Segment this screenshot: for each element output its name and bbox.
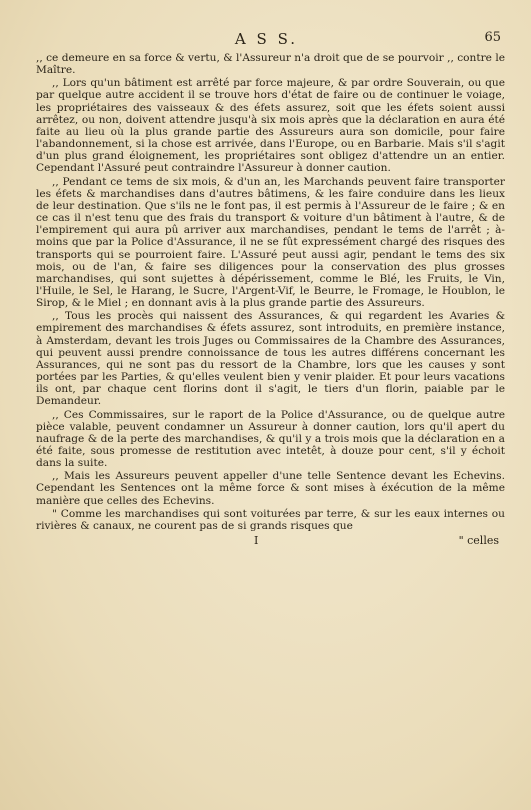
paragraph: ,, Tous les procès qui naissent des Assurances, & qui regardent les Avaries & empirement des marchandises & éfets assurez, sont introduits, en première instance, à Amsterdam, devant les trois Juges ou Commissaires de la Chambre des Assurances, qui peuvent aussi prendre connoissance de tous les autres différens concernant les Assurances, qui ne sont pas du ressort de la Chambre, lors que les causes y sont portées par les Parties, & qu'elles veulent bien y venir plaider. Et pour leurs vacations ils ont, par chaque cent florins dont il s'agit, le tiers d'un florin, paiable par le Demandeur. xyxy=(36,310,505,408)
page-number: 65 xyxy=(484,30,501,45)
running-title: A S S. xyxy=(234,30,299,48)
page-body xyxy=(28,52,505,532)
page-footer xyxy=(28,534,505,548)
paragraph: " Comme les marchandises qui sont voiturées par terre, & sur les eaux internes ou rivières & canaux, ne courent pas de si grands risques que xyxy=(36,507,505,532)
signature-mark: I xyxy=(254,534,259,548)
paragraph: ,, Ces Commissaires, sur le raport de la Police d'Assurance, ou de quelque autre pièce valable, peuvent condamner un Assureur à donner caution, lors qu'il apert du naufrage & de la perte des marchandises, & qu'il y a trois mois que la déclaration en a été faite, sous promesse de restitution avec intetêt, à douze pour cent, s'il y échoit dans la suite. xyxy=(36,408,505,470)
paragraph: ,, ce demeure en sa force & vertu, & l'Assureur n'a droit que de se pourvoir ,, contre le Maître. xyxy=(36,52,505,77)
page-header xyxy=(28,30,505,50)
paragraph: ,, Pendant ce tems de six mois, & d'un an, les Marchands peuvent faire transporter les éfets & marchandises dans d'autres bâtimens, & les faire conduire dans les lieux de leur destination. Que s'ils ne le font pas, il est permis à l'Assureur de le faire ; & en ce cas il n'est tenu que des frais du transport & voiture d'un bâtiment à l'autre, & de l'empirement qui aura pû arriver aux marchandises, pendant le tems de l'arrêt ; à-moins que par la Police d'Assurance, il ne se fût expressément chargé des risques des transports qui se pourroient faire. L'Assuré peut aussi agir, pendant le tems des six mois, ou de l'an, & faire ses diligences pour la conservation des plus grosses marchandises, qui sont sujettes à dépérissement, comme le Blé, les Fruits, le Vin, l'Huile, le Sel, le Harang, le Sucre, l'Argent-Vif, le Beurre, le Fromage, le Houblon, le Sirop, & le Miel ; en donnant avis à la plus grande partie des Assureurs. xyxy=(36,175,505,310)
catchword: " celles xyxy=(458,534,499,548)
paragraph: ,, Mais les Assureurs peuvent appeller d'une telle Sentence devant les Echevins. Cependant les Sentences ont la même force & sont mises à éxécution de la même manière que celles des Echevins. xyxy=(36,470,505,507)
paragraph: ,, Lors qu'un bâtiment est arrêté par force majeure, & par ordre Souverain, ou que par quelque autre accident il se trouve hors d'état de faire ou de continuer le voiage, les propriétaires des vaisseaux & des éfets assurez, soit que les éfets soient aussi arrêtez, ou non, doivent attendre jusqu'à six mois après que la déclaration en aura été faite au lieu où la plus grande partie des Assureurs aura son domicile, pour faire l'abandonnement, si la chose est arrivée, dans l'Europe, ou en Barbarie. Mais s'il s'agit d'un plus grand éloignement, les propriétaires sont obligez d'attendre un an entier. Cependant l'Assuré peut contraindre l'Assureur à donner caution. xyxy=(36,77,505,175)
